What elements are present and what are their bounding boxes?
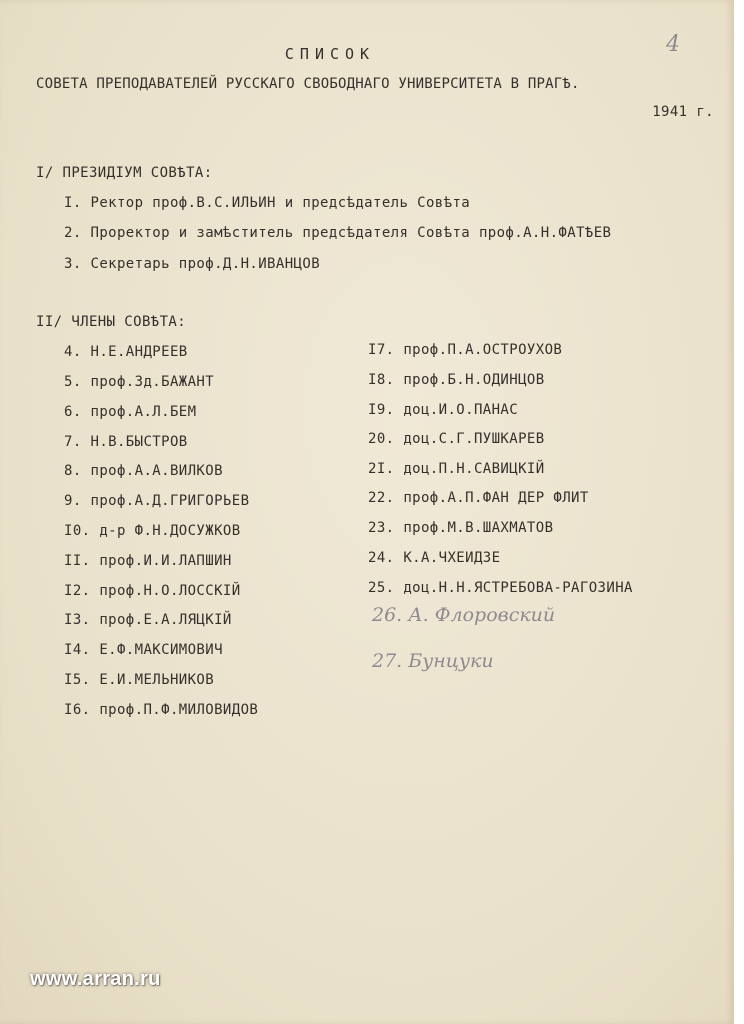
- member-item: 5. проф.Зд.БАЖАНТ: [64, 374, 215, 390]
- member-item: 23. проф.М.В.ШАХМАТОВ: [368, 520, 554, 536]
- member-item: I5. Е.И.МЕЛЬНИКОВ: [64, 672, 215, 688]
- section-heading-members: II/ ЧЛЕНЫ СОВѢТА:: [36, 314, 187, 330]
- member-item: I9. доц.И.О.ПАНАС: [368, 402, 519, 418]
- member-item: I7. проф.П.А.ОСТРОУХОВ: [368, 342, 563, 358]
- member-item: I4. Е.Ф.МАКСИМОВИЧ: [64, 642, 223, 658]
- handwritten-member-item: 27. Бунцуки: [372, 650, 494, 672]
- member-item: 8. проф.А.А.ВИЛКОВ: [64, 463, 223, 479]
- member-item: 22. проф.А.П.ФАН ДЕР ФЛИТ: [368, 490, 589, 506]
- member-item: 4. Н.Е.АНДРЕЕВ: [64, 344, 188, 360]
- member-item: 6. проф.А.Л.БЕМ: [64, 404, 197, 420]
- member-item: I2. проф.Н.О.ЛОССКIЙ: [64, 583, 241, 599]
- document-subtitle: СОВЕТА ПРЕПОДАВАТЕЛЕЙ РУССКАГО СВОБОДНАГО УНИВЕРСИТЕТА В ПРАГѢ.: [36, 76, 580, 92]
- presidium-item: 2. Проректор и замѣститель предсѣдателя Совѣта проф.А.Н.ФАТѢЕВ: [64, 225, 612, 241]
- section-heading-presidium: I/ ПРЕЗИДIУМ СОВѢТА:: [36, 165, 213, 181]
- member-item: 20. доц.С.Г.ПУШКАРЕВ: [368, 431, 545, 447]
- member-item: 25. доц.Н.Н.ЯСТРЕБОВА-РАГОЗИНА: [368, 580, 633, 596]
- document-title: СПИСОК: [284, 45, 376, 63]
- member-item: I6. проф.П.Ф.МИЛОВИДОВ: [64, 702, 259, 718]
- member-item: 24. К.А.ЧХЕИДЗЕ: [368, 550, 501, 566]
- presidium-item: I. Ректор проф.В.С.ИЛЬИН и предсѣдатель Совѣта: [64, 195, 471, 211]
- handwritten-member-item: 26. А. Флоровский: [372, 604, 556, 626]
- presidium-item: 3. Секретарь проф.Д.Н.ИВАНЦОВ: [64, 256, 321, 272]
- member-item: 7. Н.В.БЫСТРОВ: [64, 434, 188, 450]
- member-item: 9. проф.А.Д.ГРИГОРЬЕВ: [64, 493, 250, 509]
- member-item: I8. проф.Б.Н.ОДИНЦОВ: [368, 372, 545, 388]
- member-item: I3. проф.Е.А.ЛЯЦКIЙ: [64, 612, 232, 628]
- handwritten-page-number: 4: [666, 32, 680, 57]
- member-item: II. проф.И.И.ЛАПШИН: [64, 553, 232, 569]
- member-item: I0. д-р Ф.Н.ДОСУЖКОВ: [64, 523, 241, 539]
- watermark: www.arran.ru: [30, 968, 161, 990]
- document-year: 1941 г.: [652, 104, 714, 120]
- member-item: 2I. доц.П.Н.САВИЦКIЙ: [368, 461, 545, 477]
